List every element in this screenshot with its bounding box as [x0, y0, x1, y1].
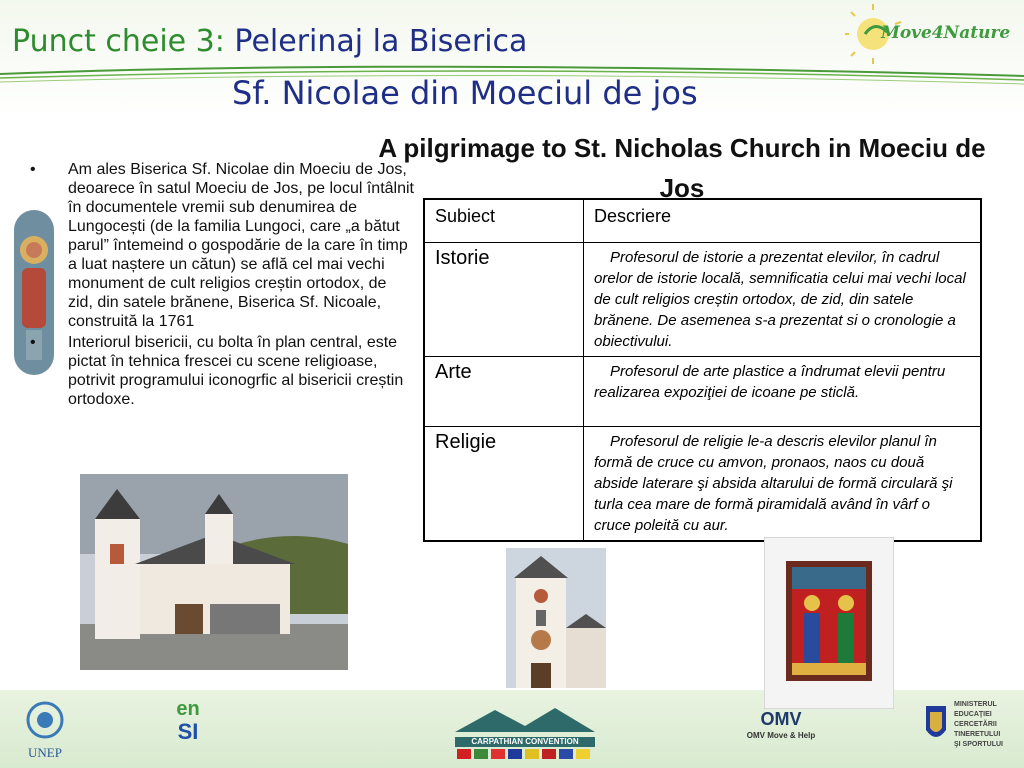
carpathian-logo-text: CARPATHIAN CONVENTION [455, 737, 595, 747]
title-prefix: Punct cheie 3: [12, 24, 225, 59]
title-line2: Sf. Nicolae din Moeciul de jos [232, 74, 698, 112]
glass-icon-photo [764, 537, 894, 709]
coat-of-arms-icon [922, 700, 950, 756]
table-cell-description: Profesorul de arte plastice a îndrumat elevii pentru realizarea expoziţiei de icoane pe sticlă. [584, 357, 982, 427]
table-cell-description: Profesorul de istorie a prezentat elevilor, în cadrul orelor de istorie locală, semnificatia celui mai vechi local de cult religios creștin ortodox, de zid, din satele brănene. De asemenea s-a prezentat si o cronologie a obiectivului. [584, 243, 982, 357]
unep-logo [20, 700, 70, 760]
table-header-row [424, 199, 981, 243]
country-flags-icon [455, 747, 595, 761]
carpathian-convention-logo [455, 706, 595, 762]
subject-table [423, 198, 982, 542]
page-subtitle: A pilgrimage to St. Nicholas Church in Moeciu de Jos [378, 133, 986, 203]
bullet-list [30, 160, 415, 411]
table-row [424, 427, 981, 542]
mountains-icon [455, 706, 595, 732]
bullet-item: • Am ales Biserica Sf. Nicolae din Moeciu de Jos, deoarece în satul Moeciu de Jos, pe locul întâlnit în documentele vremii sub denumirea de Lungocești (de la familia Lungoci, care „a bătut parul” întemeind o gospodărie de la care în timp a luat naștere un cătun) se află cel mai vechi monument de cult religios creștin ortodox, de zid, din satele brănene, Biserica Sf. Nicoale, construită la 1761 [30, 161, 414, 330]
ensi-logo-top: en [176, 698, 200, 720]
page-title [12, 24, 527, 59]
omv-move-help-text: OMV Move & Help [746, 731, 816, 740]
church-photo-tower [506, 548, 606, 688]
table-header-subject: Subiect [424, 199, 584, 243]
table-cell-description: Profesorul de religie le-a descris elevilor planul în formă de cruce cu amvon, pronaos, naos cu două abside laterare şi absida altarului de formă circulară şi turla cea mare de formă piramidală având în vârf o cruce poleită cu aur. [584, 427, 982, 542]
title-line1: Pelerinaj la Biserica [234, 24, 528, 59]
move4nature-logo [845, 4, 1020, 66]
bullet-item: • Interiorul bisericii, cu bolta în plan central, este pictat în tehnica frescei cu scene religioase, potrivit programului iconogrfic al bisericii creștin ortodoxe. [30, 334, 404, 408]
table-cell-subject: Religie [424, 427, 584, 542]
omv-logo [742, 708, 820, 760]
omv-logo-text: OMV [760, 709, 802, 729]
unep-logo-text: UNEP [28, 745, 62, 760]
ministry-logo [922, 700, 1018, 760]
move4nature-logo-text: Move4Nature [881, 23, 1011, 43]
church-photo-exterior [80, 474, 348, 670]
table-cell-subject: Istorie [424, 243, 584, 357]
un-emblem-icon [20, 700, 70, 740]
table-header-description: Descriere [584, 199, 982, 243]
ensi-logo-bottom: SI [177, 719, 199, 744]
table-row [424, 357, 981, 427]
table-row [424, 243, 981, 357]
table-cell-subject: Arte [424, 357, 584, 427]
ministry-logo-text: MINISTERUL EDUCAŢIEI CERCETĂRII TINERETULUI ŞI SPORTULUI [954, 701, 1004, 748]
ensi-logo [168, 698, 208, 762]
